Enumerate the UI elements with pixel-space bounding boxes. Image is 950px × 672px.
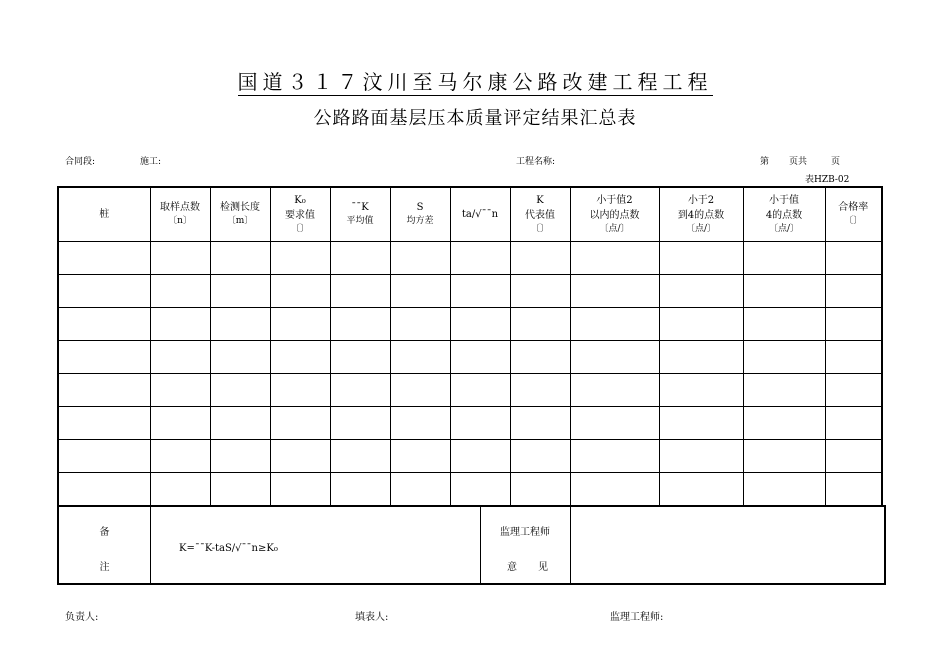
table-cell[interactable] bbox=[270, 341, 330, 374]
table-cell[interactable] bbox=[510, 275, 570, 308]
table-cell[interactable] bbox=[390, 374, 450, 407]
column-header-4 bbox=[270, 187, 330, 242]
table-cell[interactable] bbox=[450, 308, 510, 341]
column-header-line: 〔点/〕 bbox=[685, 223, 717, 234]
column-header-12 bbox=[825, 187, 882, 242]
table-cell[interactable] bbox=[450, 275, 510, 308]
table-cell[interactable] bbox=[210, 242, 270, 275]
table-cell[interactable] bbox=[825, 473, 882, 506]
remarks-label-top: 备 bbox=[99, 527, 110, 538]
column-header-line: 〔m〕 bbox=[226, 216, 254, 227]
table-row bbox=[58, 341, 882, 374]
column-header-line: ¯¯K bbox=[351, 202, 369, 214]
column-header-6 bbox=[390, 187, 450, 242]
table-cell[interactable] bbox=[150, 440, 210, 473]
document-title: 国道３１７汶川至马尔康公路改建工程工程 bbox=[237, 70, 713, 94]
table-cell[interactable] bbox=[743, 440, 825, 473]
column-header-line: 小于值 bbox=[769, 194, 799, 206]
table-cell[interactable] bbox=[510, 242, 570, 275]
column-header-5 bbox=[330, 187, 390, 242]
table-cell[interactable] bbox=[659, 374, 743, 407]
table-cell[interactable] bbox=[58, 374, 150, 407]
table-cell[interactable] bbox=[330, 308, 390, 341]
form-code: 表HZB-02 bbox=[805, 175, 850, 185]
supervisor-footer-label: 监理工程师: bbox=[610, 612, 664, 623]
responsible-person-label: 负责人: bbox=[65, 612, 99, 623]
column-header-line: 以内的点数 bbox=[589, 209, 640, 221]
opinion-label-a: 意 bbox=[507, 562, 517, 573]
table-cell[interactable] bbox=[659, 308, 743, 341]
column-header-line: K bbox=[536, 194, 544, 206]
table-cell[interactable] bbox=[570, 407, 659, 440]
remarks-label-bottom: 注 bbox=[99, 562, 110, 573]
page-suffix: 页 bbox=[831, 157, 841, 167]
table-cell[interactable] bbox=[330, 407, 390, 440]
column-header-line: K₀ bbox=[294, 194, 306, 206]
table-cell[interactable] bbox=[330, 275, 390, 308]
page-total-label: 页共 bbox=[789, 157, 808, 167]
column-header-line: 小于2 bbox=[687, 194, 715, 206]
column-header-line: 〔点/〕 bbox=[599, 223, 630, 234]
column-header-line: 桩 bbox=[99, 209, 110, 220]
table-cell[interactable] bbox=[58, 308, 150, 341]
table-cell[interactable] bbox=[825, 440, 882, 473]
table-cell[interactable] bbox=[743, 341, 825, 374]
column-header-line: 均方差 bbox=[406, 216, 434, 227]
table-row bbox=[58, 473, 882, 506]
column-header-line: 取样点数 bbox=[160, 202, 200, 214]
table-cell[interactable] bbox=[825, 308, 882, 341]
table-cell[interactable] bbox=[270, 275, 330, 308]
table-cell[interactable] bbox=[210, 440, 270, 473]
column-header-7 bbox=[450, 187, 510, 242]
contract-section-label: 合同段: bbox=[65, 157, 96, 167]
supervisor-engineer-label: 监理工程师 bbox=[500, 527, 550, 538]
table-cell[interactable] bbox=[150, 407, 210, 440]
table-cell[interactable] bbox=[150, 308, 210, 341]
table-cell[interactable] bbox=[330, 341, 390, 374]
table-cell[interactable] bbox=[270, 407, 330, 440]
column-header-10 bbox=[659, 187, 743, 242]
column-header-11 bbox=[743, 187, 825, 242]
table-header-row bbox=[58, 187, 882, 242]
table-cell[interactable] bbox=[210, 407, 270, 440]
column-header-8 bbox=[510, 187, 570, 242]
table-row bbox=[58, 308, 882, 341]
table-cell[interactable] bbox=[450, 473, 510, 506]
form-filler-label: 填表人: bbox=[355, 612, 389, 623]
table-cell[interactable] bbox=[330, 473, 390, 506]
table-row bbox=[58, 275, 882, 308]
column-header-line: 〔n〕 bbox=[168, 216, 192, 227]
table-cell[interactable] bbox=[659, 341, 743, 374]
table-cell[interactable] bbox=[270, 308, 330, 341]
opinion-label-b: 见 bbox=[538, 562, 548, 573]
column-header-line: 〔〕 bbox=[290, 223, 309, 234]
table-cell[interactable] bbox=[58, 407, 150, 440]
table-cell[interactable] bbox=[570, 341, 659, 374]
table-cell[interactable] bbox=[510, 473, 570, 506]
table-cell[interactable] bbox=[450, 407, 510, 440]
table-cell[interactable] bbox=[825, 275, 882, 308]
table-cell[interactable] bbox=[210, 308, 270, 341]
table-cell[interactable] bbox=[390, 407, 450, 440]
table-cell[interactable] bbox=[58, 473, 150, 506]
column-header-line: 4的点数 bbox=[765, 209, 803, 221]
table-cell[interactable] bbox=[330, 440, 390, 473]
column-header-1 bbox=[58, 187, 150, 242]
table-cell[interactable] bbox=[58, 275, 150, 308]
document-subtitle: 公路路面基层压本质量评定结果汇总表 bbox=[313, 108, 637, 129]
construction-label: 施工: bbox=[140, 157, 162, 167]
table-cell[interactable] bbox=[570, 275, 659, 308]
column-header-line: 平均值 bbox=[346, 216, 374, 227]
table-row bbox=[58, 374, 882, 407]
remarks-content-cell bbox=[150, 507, 481, 583]
column-header-line: 到4的点数 bbox=[677, 209, 725, 221]
table-cell[interactable] bbox=[330, 242, 390, 275]
table-cell[interactable] bbox=[450, 242, 510, 275]
table-cell[interactable] bbox=[150, 275, 210, 308]
table-cell[interactable] bbox=[210, 374, 270, 407]
table-cell[interactable] bbox=[390, 308, 450, 341]
table-cell[interactable] bbox=[150, 341, 210, 374]
table-cell[interactable] bbox=[659, 407, 743, 440]
table-cell[interactable] bbox=[390, 275, 450, 308]
remarks-section bbox=[57, 505, 886, 585]
table-cell[interactable] bbox=[270, 440, 330, 473]
table-row bbox=[58, 440, 882, 473]
table-cell[interactable] bbox=[743, 473, 825, 506]
table-cell[interactable] bbox=[390, 341, 450, 374]
table-cell[interactable] bbox=[450, 341, 510, 374]
column-header-9 bbox=[570, 187, 659, 242]
column-header-line: 〔〕 bbox=[530, 223, 549, 234]
project-name-label: 工程名称: bbox=[516, 157, 556, 167]
table-cell[interactable] bbox=[570, 374, 659, 407]
table-cell[interactable] bbox=[570, 242, 659, 275]
table-cell[interactable] bbox=[659, 242, 743, 275]
table-cell[interactable] bbox=[659, 275, 743, 308]
table-cell[interactable] bbox=[58, 341, 150, 374]
table-cell[interactable] bbox=[150, 242, 210, 275]
table-cell[interactable] bbox=[270, 242, 330, 275]
table-cell[interactable] bbox=[825, 374, 882, 407]
table-cell[interactable] bbox=[510, 407, 570, 440]
table-cell[interactable] bbox=[510, 308, 570, 341]
table-cell[interactable] bbox=[510, 341, 570, 374]
table-cell[interactable] bbox=[743, 374, 825, 407]
summary-table bbox=[57, 186, 883, 506]
column-header-line: 要求值 bbox=[285, 209, 315, 221]
table-cell[interactable] bbox=[743, 407, 825, 440]
column-header-3 bbox=[210, 187, 270, 242]
table-cell[interactable] bbox=[659, 473, 743, 506]
supervisor-opinion-cell[interactable] bbox=[570, 507, 884, 583]
table-cell[interactable] bbox=[58, 440, 150, 473]
column-header-line: 代表值 bbox=[525, 209, 555, 221]
column-header-line: 合格率 bbox=[838, 202, 869, 214]
table-cell[interactable] bbox=[743, 308, 825, 341]
table-cell[interactable] bbox=[390, 473, 450, 506]
table-row bbox=[58, 407, 882, 440]
table-cell[interactable] bbox=[330, 374, 390, 407]
table-cell[interactable] bbox=[570, 308, 659, 341]
page-number-prefix: 第 bbox=[760, 157, 770, 167]
table-row bbox=[58, 242, 882, 275]
table-cell[interactable] bbox=[270, 374, 330, 407]
table-cell[interactable] bbox=[743, 275, 825, 308]
table-cell[interactable] bbox=[743, 242, 825, 275]
column-header-line: 〔点/〕 bbox=[768, 223, 800, 234]
formula-text: K=¯¯K-taS/√¯¯n≥K₀ bbox=[179, 543, 278, 554]
column-header-2 bbox=[150, 187, 210, 242]
table-cell[interactable] bbox=[390, 440, 450, 473]
table-cell[interactable] bbox=[270, 473, 330, 506]
column-header-line: 检测长度 bbox=[220, 202, 260, 214]
table-cell[interactable] bbox=[825, 242, 882, 275]
supervisor-label-cell bbox=[480, 507, 571, 583]
table-cell[interactable] bbox=[825, 341, 882, 374]
table-cell[interactable] bbox=[150, 473, 210, 506]
table-cell[interactable] bbox=[510, 440, 570, 473]
table-cell[interactable] bbox=[659, 440, 743, 473]
table-cell[interactable] bbox=[210, 473, 270, 506]
table-cell[interactable] bbox=[210, 275, 270, 308]
table-cell[interactable] bbox=[210, 341, 270, 374]
column-header-line: 〔〕 bbox=[844, 216, 863, 227]
column-header-line: 小于值2 bbox=[596, 194, 633, 206]
table-cell[interactable] bbox=[570, 473, 659, 506]
table-cell[interactable] bbox=[58, 242, 150, 275]
column-header-line: ta/√¯¯n bbox=[461, 209, 499, 220]
remarks-label-cell bbox=[59, 507, 151, 583]
table-cell[interactable] bbox=[150, 374, 210, 407]
table-cell[interactable] bbox=[510, 374, 570, 407]
table-cell[interactable] bbox=[450, 374, 510, 407]
table-cell[interactable] bbox=[825, 407, 882, 440]
column-header-line: S bbox=[416, 202, 424, 214]
table-cell[interactable] bbox=[450, 440, 510, 473]
table-cell[interactable] bbox=[570, 440, 659, 473]
table-cell[interactable] bbox=[390, 242, 450, 275]
